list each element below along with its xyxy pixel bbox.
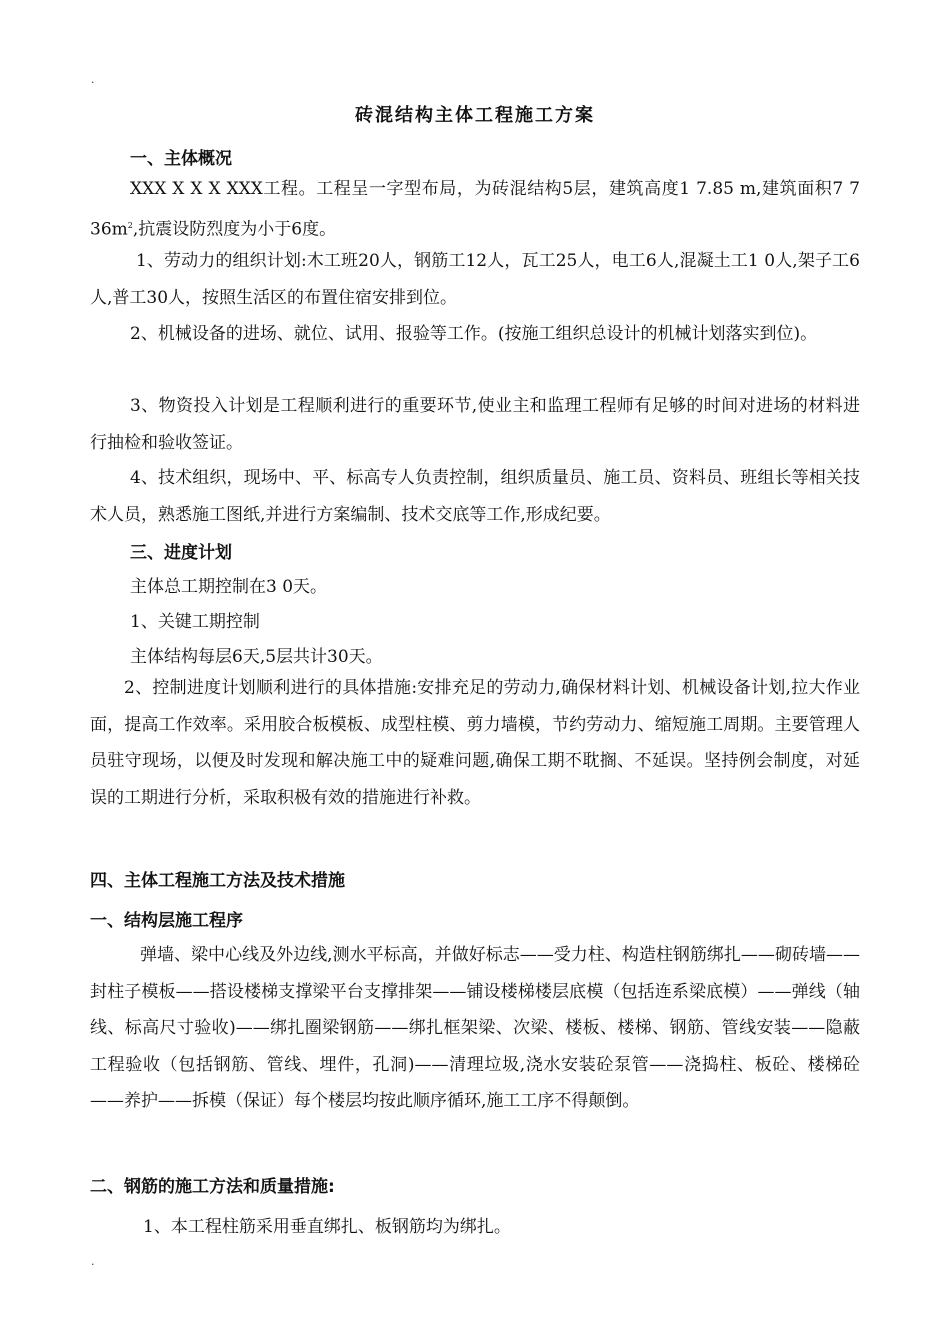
page-dot-top: . — [91, 73, 95, 86]
materials-paragraph: 3、物资投入计划是工程顺利进行的重要环节,使业主和监理工程师有足够的时间对进场的材料进行抽检和验收签证。 — [90, 396, 860, 453]
rebar-item-1: 1、本工程柱筋采用垂直绑扎、板钢筋均为绑扎。 — [143, 1217, 511, 1237]
subsection-heading-sequence: 一、结构层施工程序 — [90, 911, 243, 931]
section-heading-methods: 四、主体工程施工方法及技术措施 — [90, 871, 345, 891]
subsection-heading-rebar: 二、钢筋的施工方法和质量措施: — [90, 1177, 335, 1197]
overview-text-end: ,抗震设防烈度为小于6度。 — [132, 219, 337, 240]
document-title: 砖混结构主体工程施工方案 — [355, 105, 595, 126]
page-dot-bottom: . — [91, 1255, 95, 1268]
section-heading-overview: 一、主体概况 — [130, 149, 232, 169]
technical-organization-paragraph: 4、技术组织，现场中、平、标高专人负责控制，组织质量员、施工员、资料员、班组长等相关技术人员，熟悉施工图纸,并进行方案编制、技术交底等工作,形成纪要。 — [90, 468, 860, 525]
overview-text: XXX X X X XXX工程。工程呈一字型布局，为砖混结构5层，建筑高度1 7.85 m,建筑面积7 7 36m — [90, 179, 860, 240]
total-duration-line: 主体总工期控制在3 0天。 — [130, 577, 328, 597]
superscript-2: 2 — [127, 220, 133, 230]
key-duration-heading: 1、关键工期控制 — [130, 612, 260, 632]
construction-sequence-paragraph: 弹墙、梁中心线及外边线,测水平标高，并做好标志——受力柱、构造柱钢筋绑扎——砌砖墙——封柱子模板——搭设楼梯支撑梁平台支撑排架——铺设楼梯楼层底模（包括连系梁底模）——弹线（轴线、标高尺寸验收)——绑扎圈梁钢筋——绑扎框架梁、次梁、楼板、楼梯、钢筋、管线安装——隐蔽工程验收（包括钢筋、管线、埋件，孔洞)——清理垃圾,浇水安装砼泵管——浇捣柱、板砼、楼梯砼——养护——拆模（保证）每个楼层均按此顺序循环,施工工序不得颠倒。 — [90, 945, 860, 1111]
overview-paragraph — [90, 171, 860, 248]
labor-plan-paragraph: 1、劳动力的组织计划:木工班20人，钢筋工12人，瓦工25人，电工6人,混凝土工1 0人,架子工6人,普工30人，按照生活区的布置住宿安排到位。 — [90, 251, 860, 308]
schedule-control-paragraph: 2、控制进度计划顺利进行的具体措施:安排充足的劳动力,确保材料计划、机械设备计划,拉大作业面，提高工作效率。采用胶合板模板、成型柱模、剪力墙模，节约劳动力、缩短施工周期。主要管理人员驻守现场，以便及时发现和解决施工中的疑难问题,确保工期不耽搁、不延误。坚持例会制度，对延误的工期进行分析，采取积极有效的措施进行补救。 — [90, 678, 860, 808]
per-floor-duration-line: 主体结构每层6天,5层共计30天。 — [130, 647, 383, 667]
equipment-paragraph: 2、机械设备的进场、就位、试用、报验等工作。(按施工组织总设计的机械计划落实到位)。 — [130, 324, 818, 344]
section-heading-schedule: 三、进度计划 — [130, 543, 232, 563]
